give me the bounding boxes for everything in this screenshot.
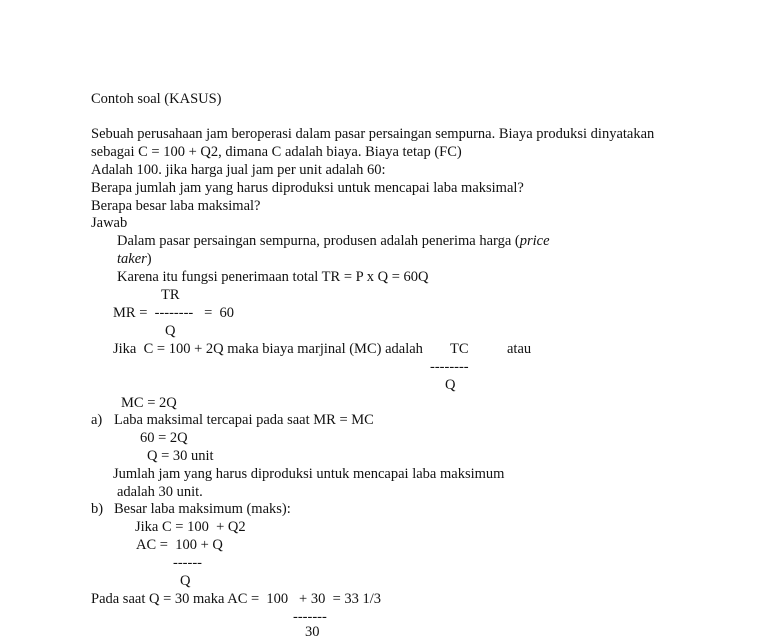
part-a-conclusion-2: adalah 30 unit. [117, 484, 203, 500]
mc-denominator: Q [445, 377, 456, 393]
price-term: price [519, 233, 550, 249]
final-fraction-bar: ------- [293, 609, 327, 625]
part-b-marker: b) [91, 501, 104, 517]
mc-or: atau [507, 341, 532, 357]
final-line: Pada saat Q = 30 maka AC = 100 + 30 = 33 1/3 [91, 591, 382, 607]
answer-label: Jawab [91, 215, 128, 231]
mr-equation: MR = -------- = 60 [113, 305, 235, 321]
part-b-title: Besar laba maksimum (maks): [114, 501, 291, 517]
part-b-fraction-bar: ------ [173, 555, 202, 571]
part-a-eq2: Q = 30 unit [147, 448, 214, 464]
mr-denominator: Q [165, 323, 176, 339]
part-a-eq1: 60 = 2Q [140, 430, 188, 446]
heading: Contoh soal (KASUS) [91, 91, 222, 107]
problem-line-3: Adalah 100. jika harga jual jam per unit adalah 60: [91, 162, 386, 178]
part-a-title: Laba maksimal tercapai pada saat MR = MC [114, 412, 374, 428]
mc-fraction-bar: -------- [430, 359, 469, 375]
problem-line-1: Sebuah perusahaan jam beroperasi dalam pasar persaingan sempurna. Biaya produksi dinyatakan [91, 126, 655, 142]
price-taker-line-2: taker) [117, 251, 152, 267]
part-a-conclusion-1: Jumlah jam yang harus diproduksi untuk mencapai laba maksimum [113, 466, 505, 482]
mr-numerator: TR [161, 287, 180, 303]
mc-result: MC = 2Q [121, 395, 177, 411]
problem-line-4: Berapa jumlah jam yang harus diproduksi untuk mencapai laba maksimal? [91, 180, 524, 196]
mc-intro: Jika C = 100 + 2Q maka biaya marjinal (MC) adalah [113, 341, 423, 357]
mc-numerator: TC [450, 341, 469, 357]
part-b-denominator: Q [180, 573, 191, 589]
part-b-eq1: Jika C = 100 + Q2 [135, 519, 246, 535]
price-taker-line: Dalam pasar persaingan sempurna, produsen adalah penerima harga (price [117, 233, 550, 249]
taker-term: taker [117, 251, 147, 267]
part-a-marker: a) [91, 412, 103, 428]
problem-line-5: Berapa besar laba maksimal? [91, 198, 261, 214]
tr-intro: Karena itu fungsi penerimaan total TR = P x Q = 60Q [117, 269, 429, 285]
final-denominator: 30 [305, 624, 320, 640]
problem-line-2: sebagai C = 100 + Q2, dimana C adalah biaya. Biaya tetap (FC) [91, 144, 462, 160]
part-b-eq2: AC = 100 + Q [136, 537, 223, 553]
